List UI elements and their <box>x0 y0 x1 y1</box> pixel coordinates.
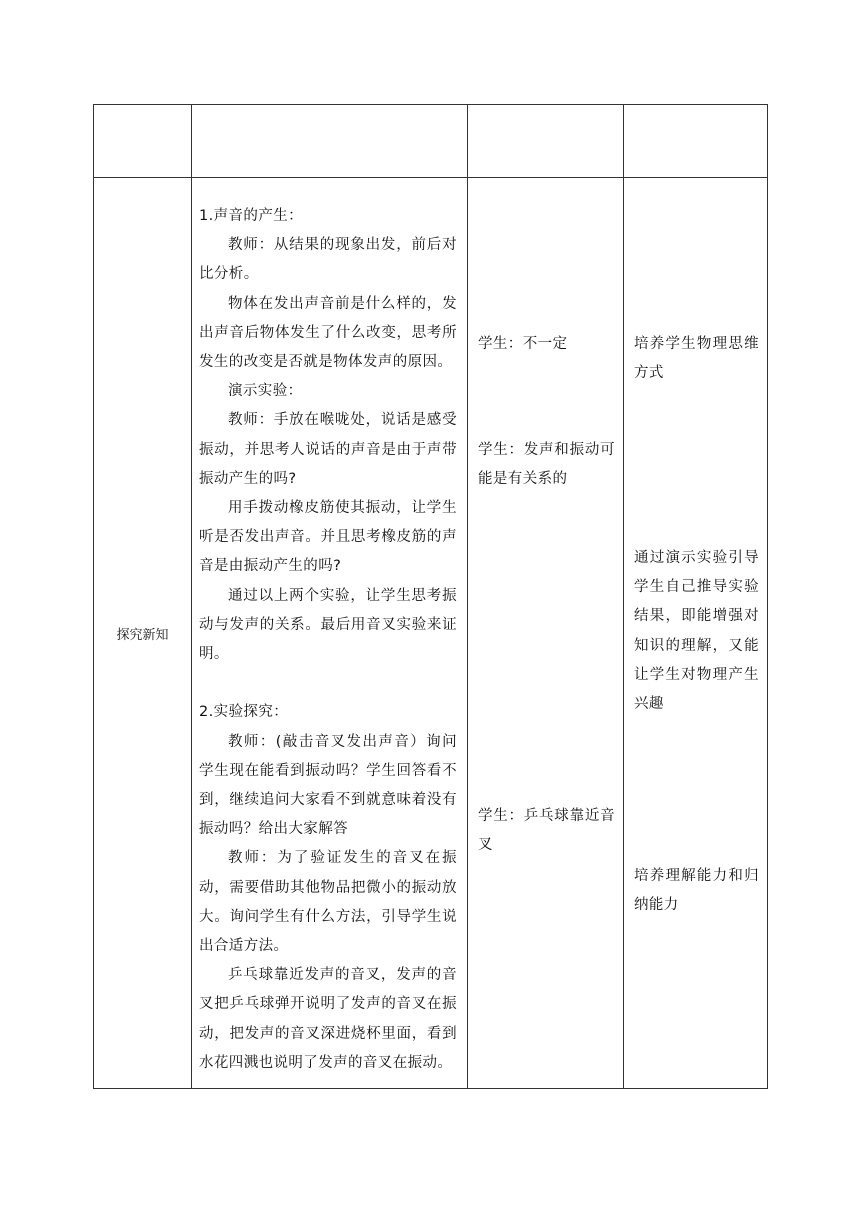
intent-note: 培养学生物理思维方式 <box>634 336 759 382</box>
student-note: 学生：乒乓球靠近音叉 <box>478 808 615 854</box>
stage-cell <box>94 178 192 1089</box>
intent-note: 通过演示实验引导学生自己推导实验结果，即能增强对知识的理解，又能让学生对物理产生兴趣 <box>634 550 759 713</box>
teacher-paragraph: 通过以上两个实验，让学生思考振动与发声的关系。最后用音叉实验来证明。 <box>199 587 457 663</box>
teacher-paragraph: 教师：从结果的现象出发，前后对比分析。 <box>199 237 457 283</box>
teacher-activity-content <box>192 178 467 1078</box>
lesson-plan-table <box>93 104 768 1089</box>
table-body-row <box>94 178 768 1089</box>
intent-note: 培养理解能力和归纳能力 <box>634 868 759 914</box>
stage-label: 探究新知 <box>116 627 169 643</box>
paragraph-spacer <box>199 669 457 698</box>
teacher-paragraph: 物体在发出声音前是什么样的，发出声音后物体发生了什么改变，思考所发生的改变是否就是物体发声的原因。 <box>199 295 457 371</box>
design-intent-content <box>624 178 767 1088</box>
student-activity-content <box>468 178 623 1088</box>
teacher-paragraph: 教师：为了验证发生的音叉在振动，需要借助其他物品把微小的振动放大。询问学生有什么方法，引导学生说出合适方法。 <box>199 850 457 955</box>
table-header-row <box>94 105 768 178</box>
teacher-paragraph: 演示实验： <box>228 383 303 400</box>
header-cell-teacher <box>192 105 468 178</box>
header-cell-student <box>468 105 624 178</box>
student-activity-cell <box>468 178 624 1089</box>
header-cell-stage <box>94 105 192 178</box>
header-cell-intent <box>624 105 768 178</box>
teacher-paragraph: 教师：(敲击音叉发出声音）询问学生现在能看到振动吗？学生回答看不到，继续追问大家看不到就意味着没有振动吗？给出大家解答 <box>199 733 457 838</box>
section-heading: 2.实验探究： <box>199 704 289 721</box>
teacher-activity-cell <box>192 178 468 1089</box>
teacher-paragraph: 乒乓球靠近发声的音叉，发声的音叉把乒乓球弹开说明了发声的音叉在振动，把发声的音叉深进烧杯里面，看到水花四溅也说明了发声的音叉在振动。 <box>199 967 457 1071</box>
design-intent-cell <box>624 178 768 1089</box>
student-note: 学生：不一定 <box>478 336 568 352</box>
student-note: 学生：发声和振动可能是有关系的 <box>478 442 615 488</box>
section-heading: 1.声音的产生： <box>199 208 304 224</box>
teacher-paragraph: 用手拨动橡皮筋使其振动，让学生听是否发出声音。并且思考橡皮筋的声音是由振动产生的吗? <box>199 500 457 575</box>
teacher-paragraph: 教师：手放在喉咙处，说话是感受振动，并思考人说话的声音是由于声带振动产生的吗? <box>199 412 457 487</box>
